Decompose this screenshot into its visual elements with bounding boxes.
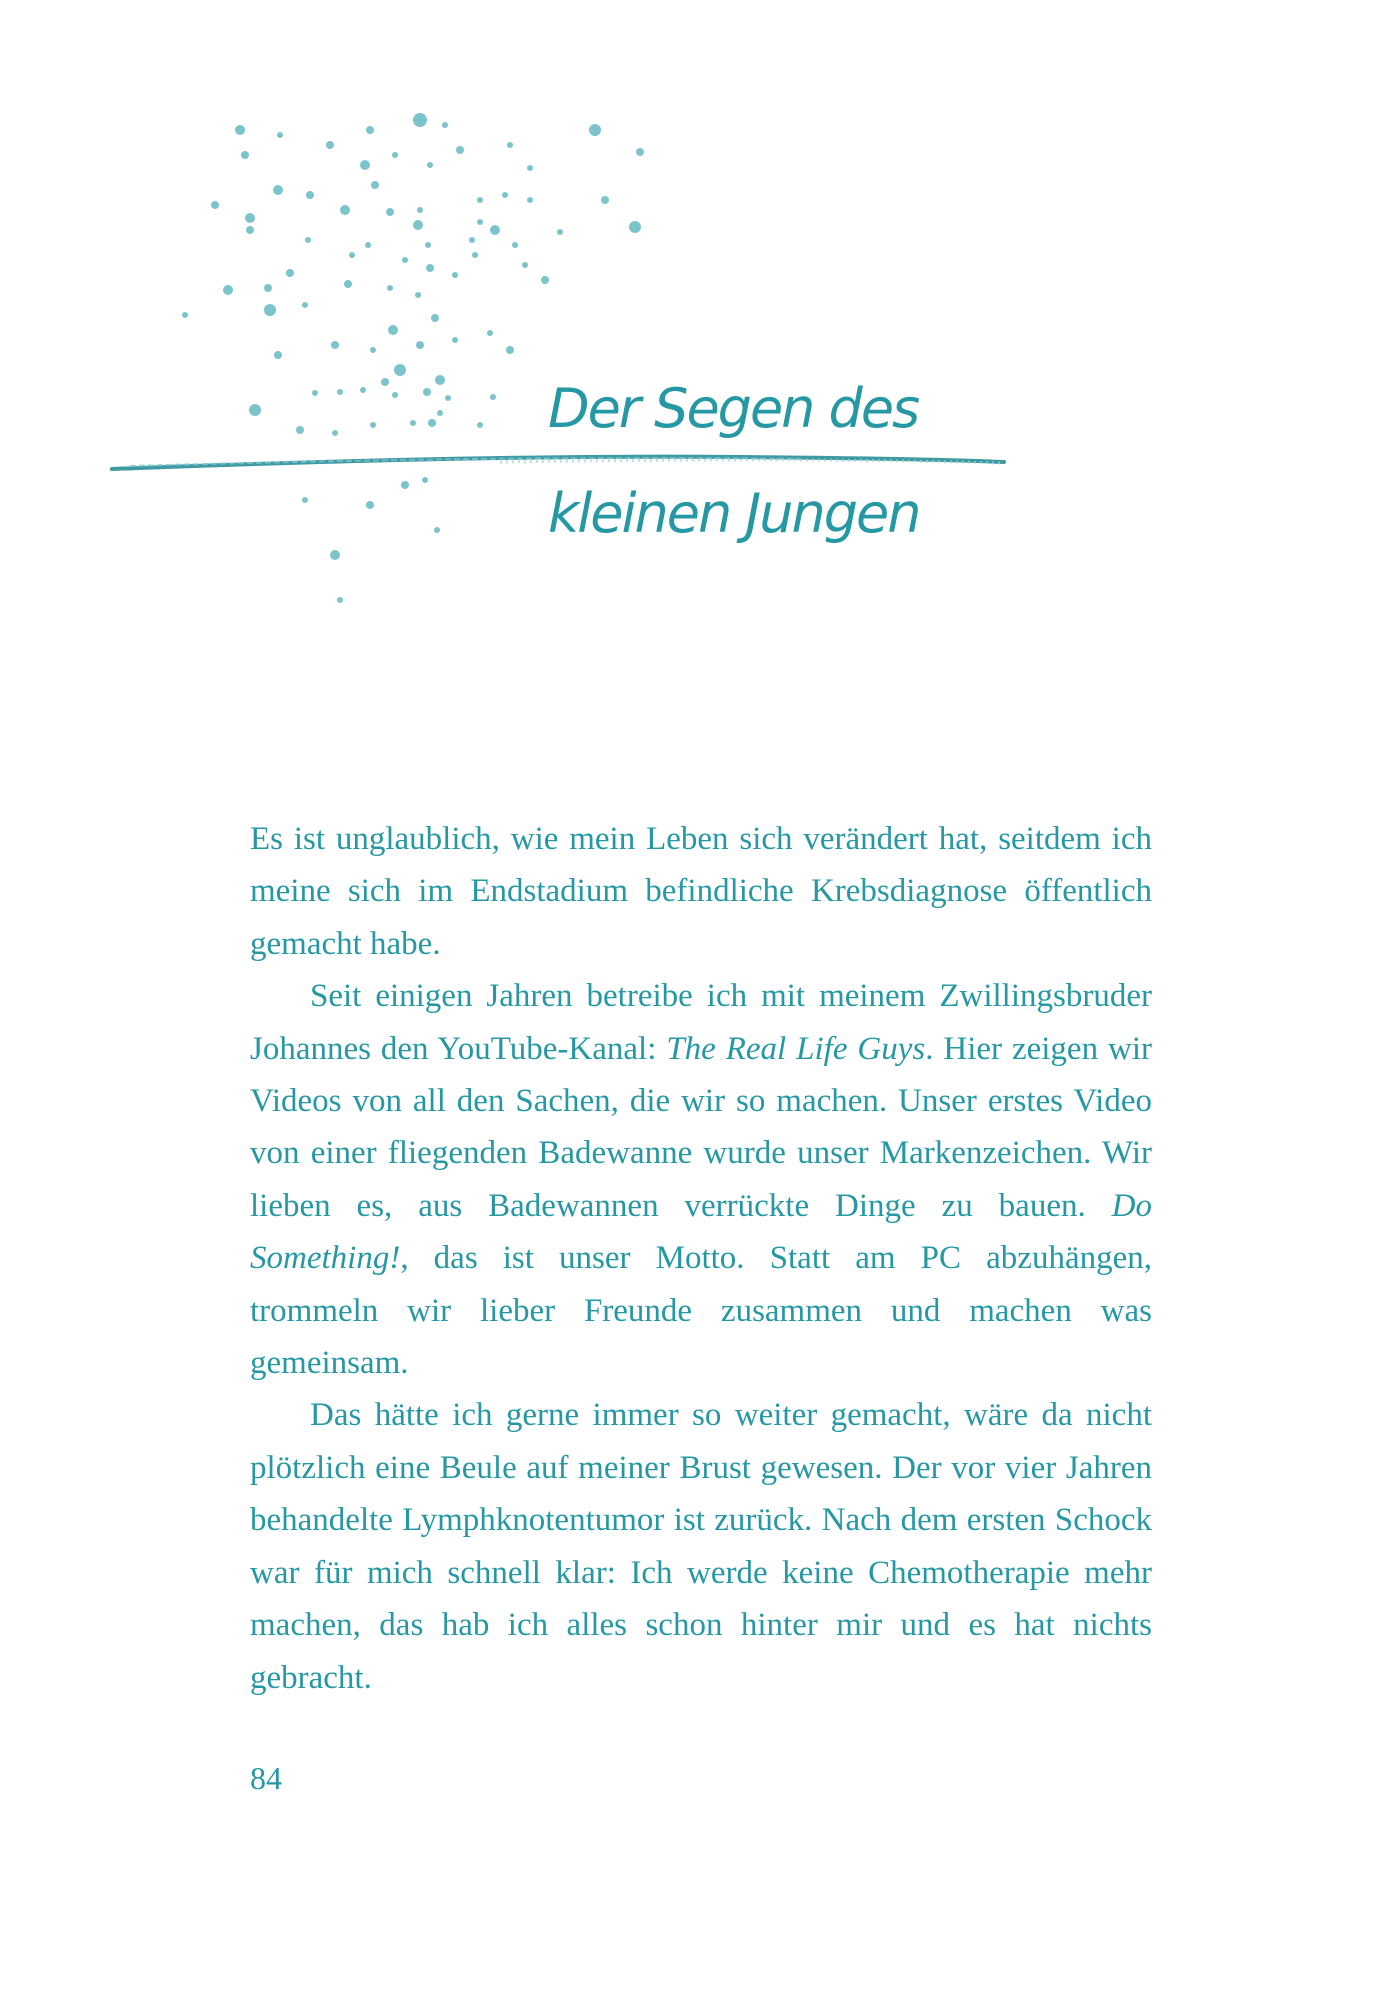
- paragraph-2: [250, 970, 1152, 1389]
- paragraph-1: Es ist unglaublich, wie mein Leben sich verändert hat, seitdem ich meine sich im Endstadium befindliche Krebsdiagnose öffentlich gemacht habe.: [250, 821, 1152, 962]
- chapter-title-line-1: Der Segen des: [548, 377, 919, 440]
- chapter-title-line-2: kleinen Jungen: [548, 482, 920, 545]
- motto: Do Something!: [250, 1187, 1152, 1277]
- paragraph-2-start: Seit einigen Jahren betreibe ich mit meinem Zwillingsbruder Johannes den YouTube-Kanal:: [250, 978, 1152, 1067]
- page-number: 84: [250, 1760, 282, 1796]
- paragraph-2-middle: . Hier zeigen wir Videos von all den Sachen, die wir so machen. Unser erstes Video von einer fliegenden Badewanne wurde unser Markenzeichen. Wir lieben es, aus Badewannen verrückte Dinge zu bauen.: [250, 1030, 1152, 1224]
- channel-name: The Real Life Guys: [666, 1030, 926, 1067]
- paragraph-2-end: , das ist unser Motto. Statt am PC abzuhängen, trommeln wir lieber Freunde zusammen und machen was gemeinsam.: [250, 1240, 1152, 1382]
- chapter-body: [250, 813, 1152, 1704]
- paragraph-3: Das hätte ich gerne immer so weiter gemacht, wäre da nicht plötzlich eine Beule auf meiner Brust gewesen. Der vor vier Jahren behandelte Lymphknotentumor ist zurück. Nach dem ersten Schock war für mich schnell klar: Ich werde keine Chemotherapie mehr machen, das hab ich alles schon hinter mir und es hat nichts gebracht.: [250, 1397, 1152, 1696]
